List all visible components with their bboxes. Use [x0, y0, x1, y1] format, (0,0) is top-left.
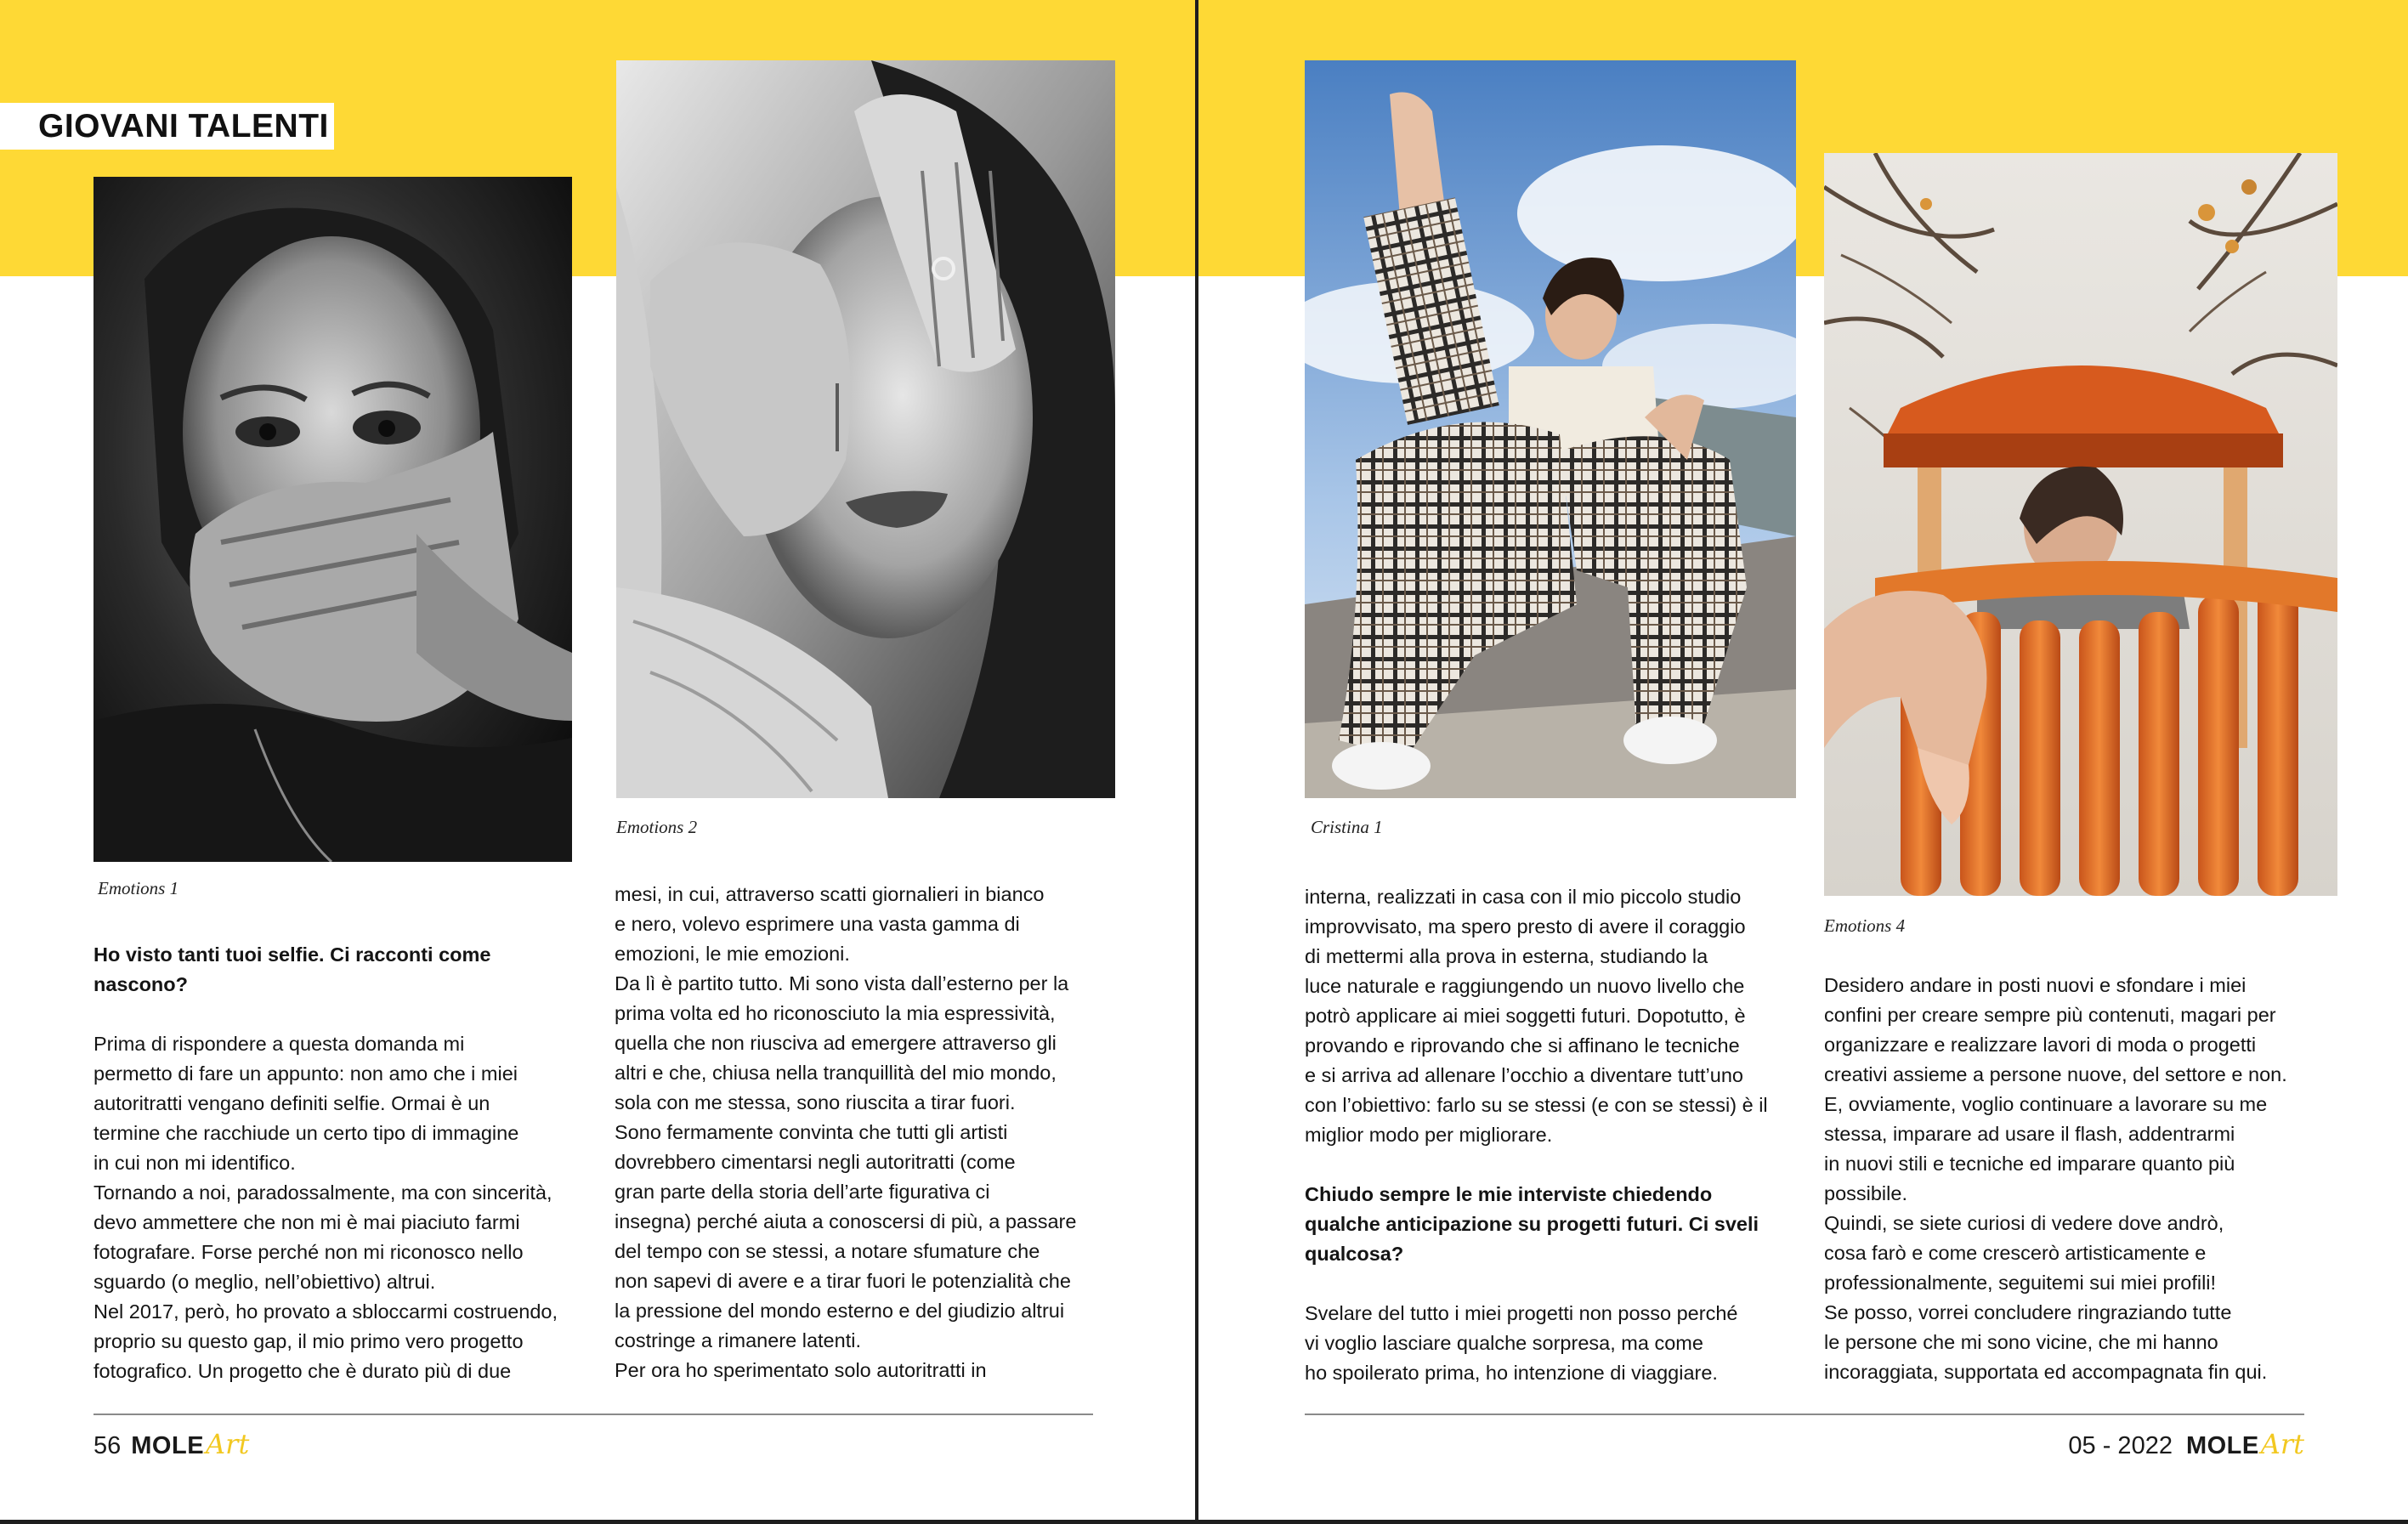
body-line: in cui non mi identifico.	[93, 1152, 296, 1174]
question-line: nascono?	[93, 973, 188, 995]
body-line: insegna) perché aiuta a conoscersi di più, a passare	[615, 1210, 1077, 1232]
body-line: stessa, imparare ad usare il flash, addentrarmi	[1824, 1123, 2235, 1145]
body-line: organizzare e realizzare lavori di moda o progetti	[1824, 1034, 2257, 1056]
body-line: Quindi, se siete curiosi di vedere dove andrò,	[1824, 1212, 2224, 1234]
text-column-1	[93, 940, 558, 1386]
photo-emotions-1	[93, 177, 572, 862]
body-line: fotografico. Un progetto che è durato più di due	[93, 1360, 512, 1382]
body-line: Da lì è partito tutto. Mi sono vista dall’esterno per la	[615, 972, 1069, 994]
body-line: devo ammettere che non mi è mai piaciuto farmi	[93, 1211, 520, 1233]
body-line: sguardo (o meglio, nell’obiettivo) altrui.	[93, 1271, 436, 1293]
body-line: emozioni, le mie emozioni.	[615, 943, 850, 965]
body-line: autoritratti vengano definiti selfie. Ormai è un	[93, 1092, 490, 1114]
folio-left	[93, 1428, 249, 1462]
body-line: proprio su questo gap, il mio primo vero progetto	[93, 1330, 524, 1352]
photo-emotions-4	[1824, 153, 2337, 896]
footer-rule-left	[93, 1414, 1093, 1415]
page-number: 56	[93, 1432, 122, 1459]
body-line: E, ovviamente, voglio continuare a lavorare su me	[1824, 1093, 2268, 1115]
body-line: quella che non riusciva ad emergere attraverso gli	[615, 1032, 1057, 1054]
body-line: sola con me stessa, sono riuscita a tirar fuori.	[615, 1091, 1016, 1113]
body-line: dovrebbero cimentarsi negli autoritratti (come	[615, 1151, 1016, 1173]
body-line: altri e che, chiusa nella tranquillità del mio mondo,	[615, 1062, 1057, 1084]
paragraph-gap	[1305, 1150, 1768, 1180]
body-line: creativi assieme a persone nuove, del settore e non.	[1824, 1063, 2287, 1085]
body-line: permetto di fare un appunto: non amo che i miei	[93, 1062, 518, 1085]
page-bottom-edge	[0, 1520, 2408, 1524]
body-line: confini per creare sempre più contenuti, magari per	[1824, 1004, 2276, 1026]
body-line: Nel 2017, però, ho provato a sbloccarmi costruendo,	[93, 1300, 558, 1323]
body-line: le persone che mi sono vicine, che mi hanno	[1824, 1331, 2218, 1353]
brand-logo-script: Art	[2260, 1428, 2304, 1460]
body-line: incoraggiata, supportata ed accompagnata fin qui.	[1824, 1361, 2268, 1383]
body-line: interna, realizzati in casa con il mio piccolo studio	[1305, 886, 1742, 908]
body-line: possibile.	[1824, 1182, 1907, 1204]
text-column-3	[1305, 882, 1768, 1388]
right-page	[1198, 0, 2408, 1524]
body-line: vi voglio lasciare qualche sorpresa, ma come	[1305, 1332, 1703, 1354]
left-page	[0, 0, 1195, 1524]
folio-right	[2068, 1428, 2304, 1462]
body-line: e si arriva ad allenare l’occhio a diventare tutt’uno	[1305, 1064, 1743, 1086]
body-line: Svelare del tutto i miei progetti non posso perché	[1305, 1302, 1738, 1324]
body-line: Prima di rispondere a questa domanda mi	[93, 1033, 465, 1055]
footer-rule-right	[1305, 1414, 2304, 1415]
body-line: Tornando a noi, paradossalmente, ma con sincerità,	[93, 1181, 552, 1204]
text-column-4	[1824, 971, 2287, 1387]
body-line: ho spoilerato prima, ho intenzione di viaggiare.	[1305, 1362, 1718, 1384]
question-line: Ho visto tanti tuoi selfie. Ci racconti come	[93, 943, 491, 966]
body-line: luce naturale e raggiungendo un nuovo livello che	[1305, 975, 1745, 997]
body-line: costringe a rimanere latenti.	[615, 1329, 861, 1351]
body-line: Se posso, vorrei concludere ringraziando tutte	[1824, 1301, 2232, 1323]
body-line: termine che racchiude un certo tipo di immagine	[93, 1122, 519, 1144]
question-line: qualcosa?	[1305, 1243, 1404, 1265]
photo-cristina-1	[1305, 60, 1796, 798]
body-line: con l’obiettivo: farlo su se stessi (e con se stessi) è il	[1305, 1094, 1768, 1116]
body-line: Desidero andare in posti nuovi e sfondare i miei	[1824, 974, 2247, 996]
body-line: prima volta ed ho riconosciuto la mia espressività,	[615, 1002, 1056, 1024]
body-line: potrò applicare ai miei soggetti futuri. Dopotutto, è	[1305, 1005, 1746, 1027]
brand-logo-script: Art	[206, 1428, 250, 1460]
caption-cristina-1: Cristina 1	[1311, 817, 1383, 837]
body-line: provando e riprovando che si affinano le tecniche	[1305, 1034, 1740, 1057]
body-line: cosa farò e come crescerò artisticamente e	[1824, 1242, 2207, 1264]
caption-emotions-4: Emotions 4	[1824, 915, 1906, 936]
issue-date: 05 - 2022	[2068, 1432, 2173, 1459]
body-line: improvvisato, ma spero presto di avere il coraggio	[1305, 915, 1746, 938]
body-line: in nuovi stili e tecniche ed imparare quanto più	[1824, 1153, 2235, 1175]
caption-emotions-1: Emotions 1	[98, 878, 179, 898]
body-line: del tempo con se stessi, a notare sfumature che	[615, 1240, 1040, 1262]
body-line: e nero, volevo esprimere una vasta gamma di	[615, 913, 1020, 935]
body-line: Sono fermamente convinta che tutti gli artisti	[615, 1121, 1008, 1143]
brand-logo: MOLE	[131, 1432, 205, 1459]
paragraph-gap	[93, 1000, 558, 1029]
brand-logo: MOLE	[2185, 1432, 2259, 1459]
body-line: la pressione del mondo esterno e del giudizio altrui	[615, 1300, 1065, 1322]
body-line: di mettermi alla prova in esterna, studiando la	[1305, 945, 1708, 967]
body-line: Per ora ho sperimentato solo autoritratti in	[615, 1359, 987, 1381]
question-line: Chiudo sempre le mie interviste chiedendo	[1305, 1183, 1713, 1205]
body-line: fotografare. Forse perché non mi riconosco nello	[93, 1241, 524, 1263]
caption-emotions-2: Emotions 2	[616, 817, 698, 837]
text-column-2	[615, 880, 1076, 1385]
body-line: miglior modo per migliorare.	[1305, 1124, 1553, 1146]
photo-emotions-2	[616, 60, 1115, 798]
question-line: qualche anticipazione su progetti futuri. Ci sveli	[1305, 1213, 1759, 1235]
body-line: professionalmente, seguitemi sui miei profili!	[1824, 1272, 2217, 1294]
paragraph-gap	[1305, 1269, 1768, 1299]
body-line: non sapevi di avere e a tirar fuori le potenzialità che	[615, 1270, 1071, 1292]
section-title: GIOVANI TALENTI	[0, 103, 334, 150]
body-line: mesi, in cui, attraverso scatti giornalieri in bianco	[615, 883, 1045, 905]
body-line: gran parte della storia dell’arte figurativa ci	[615, 1181, 990, 1203]
